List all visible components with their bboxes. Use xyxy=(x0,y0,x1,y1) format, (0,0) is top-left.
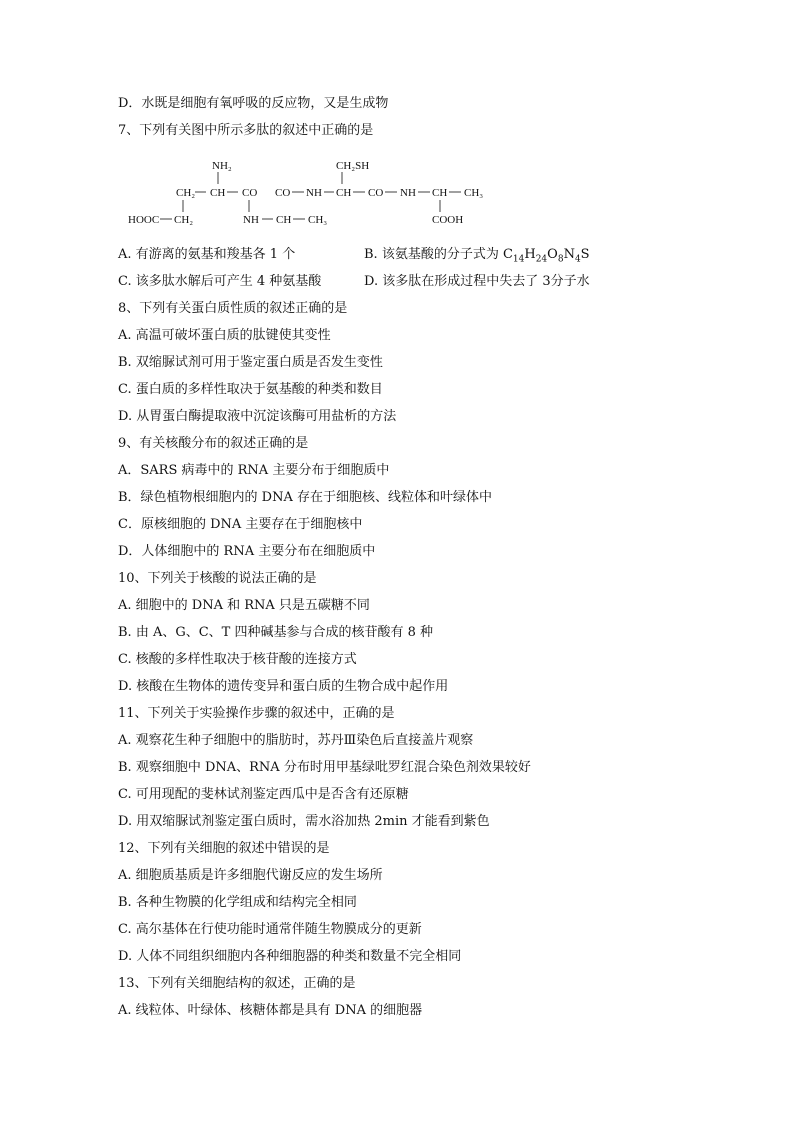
formula-ch-1: CH xyxy=(210,187,226,199)
q8-option-a: A. 高温可破坏蛋白质的肽键使其变性 xyxy=(118,328,331,343)
q11-option-d: D. 用双缩脲试剂鉴定蛋白质时，需水浴加热 2min 才能看到紫色 xyxy=(118,814,490,829)
formula-co-3: CO xyxy=(368,187,384,199)
q7-option-a: A. 有游离的氨基和羧基各 1 个 xyxy=(118,247,296,262)
q9-option-c: C．原核细胞的 DNA 主要存在于细胞核中 xyxy=(118,517,363,532)
formula-ch-4: CH xyxy=(276,214,292,226)
formula-ch3-mid: CH₃ xyxy=(308,214,328,226)
formula-nh-3: NH xyxy=(243,214,259,226)
formula-nh2: NH₂ xyxy=(212,160,232,172)
q10-option-d: D. 核酸在生物体的遗传变异和蛋白质的生物合成中起作用 xyxy=(118,679,449,694)
formula-nh-1: NH xyxy=(306,187,322,199)
formula-co-2: CO xyxy=(275,187,291,199)
q6-option-d: D．水既是细胞有氧呼吸的反应物，又是生成物 xyxy=(118,96,389,111)
q12-option-b: B. 各种生物膜的化学组成和结构完全相同 xyxy=(118,895,357,910)
q13-option-a: A. 线粒体、叶绿体、核糖体都是具有 DNA 的细胞器 xyxy=(118,1003,423,1018)
q9-option-b: B．绿色植物根细胞内的 DNA 存在于细胞核、线粒体和叶绿体中 xyxy=(118,490,493,505)
q11-option-b: B. 观察细胞中 DNA、RNA 分布时用甲基绿吡罗红混合染色剂效果较好 xyxy=(118,760,531,775)
q8-option-d: D. 从胃蛋白酶提取液中沉淀该酶可用盐析的方法 xyxy=(118,409,397,424)
q8-option-c: C. 蛋白质的多样性取决于氨基酸的种类和数目 xyxy=(118,382,383,397)
q8-stem: 8、下列有关蛋白质性质的叙述正确的是 xyxy=(118,301,348,316)
q10-option-a: A. 细胞中的 DNA 和 RNA 只是五碳糖不同 xyxy=(118,598,370,613)
q7-option-d: D. 该多肽在形成过程中失去了 3分子水 xyxy=(364,274,590,289)
formula-hooc: HOOC xyxy=(128,214,160,226)
q11-option-a: A. 观察花生种子细胞中的脂肪时，苏丹Ⅲ染色后直接盖片观察 xyxy=(118,733,474,748)
formula-ch2sh: CH₂SH xyxy=(336,160,370,172)
formula-nh-2: NH xyxy=(400,187,416,199)
q11-stem: 11、下列关于实验操作步骤的叙述中，正确的是 xyxy=(118,706,395,721)
formula-co-1: CO xyxy=(242,187,258,199)
q10-stem: 10、下列关于核酸的说法正确的是 xyxy=(118,571,317,586)
formula-ch2-b: CH₂ xyxy=(174,214,194,226)
q7-options-row-1 xyxy=(118,246,590,265)
q10-option-b: B. 由 A、G、C、T 四种碱基参与合成的核苷酸有 8 种 xyxy=(118,625,434,640)
q7-stem: 7、下列有关图中所示多肽的叙述中正确的是 xyxy=(118,123,374,138)
formula-ch2: CH₂ xyxy=(176,187,196,199)
q9-option-d: D．人体细胞中的 RNA 主要分布在细胞质中 xyxy=(118,544,376,559)
q12-option-d: D. 人体不同组织细胞内各种细胞器的种类和数量不完全相同 xyxy=(118,949,462,964)
formula-ch-2: CH xyxy=(336,187,352,199)
formula-ch3-end: CH₃ xyxy=(464,187,484,199)
q12-option-c: C. 高尔基体在行使功能时通常伴随生物膜成分的更新 xyxy=(118,922,422,937)
q8-option-b: B. 双缩脲试剂可用于鉴定蛋白质是否发生变性 xyxy=(118,355,383,370)
q9-stem: 9、有关核酸分布的叙述正确的是 xyxy=(118,436,309,451)
q7-option-c: C. 该多肽水解后可产生 4 种氨基酸 xyxy=(118,274,322,289)
q10-option-c: C. 核酸的多样性取决于核苷酸的连接方式 xyxy=(118,652,357,667)
q11-option-c: C. 可用现配的斐林试剂鉴定西瓜中是否含有还原糖 xyxy=(118,787,409,802)
q7-option-b: B. 该氨基酸的分子式为 $C_{14}H_{24}O_8N_4S$ xyxy=(364,247,590,265)
q7-options-row-2 xyxy=(118,273,590,291)
formula-cooh: COOH xyxy=(432,214,464,226)
q13-stem: 13、下列有关细胞结构的叙述，正确的是 xyxy=(118,976,356,991)
q12-option-a: A. 细胞质基质是许多细胞代谢反应的发生场所 xyxy=(118,868,383,883)
formula-ch-3: CH xyxy=(432,187,448,199)
q9-option-a: A．SARS 病毒中的 RNA 主要分布于细胞质中 xyxy=(118,463,390,478)
q12-stem: 12、下列有关细胞的叙述中错误的是 xyxy=(118,841,330,856)
polypeptide-structure-diagram xyxy=(118,155,518,231)
